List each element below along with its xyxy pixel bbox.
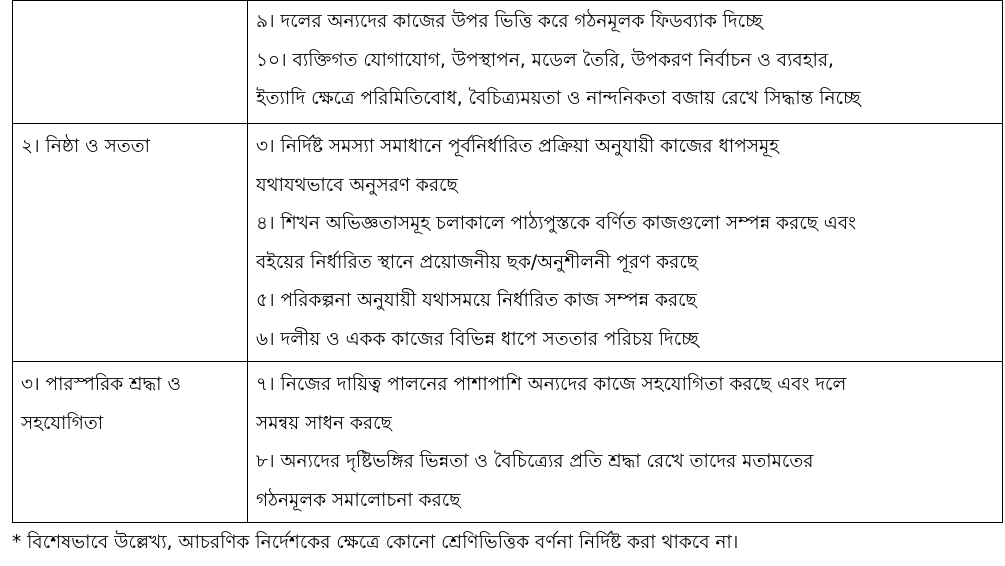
- indicator-line: যথাযথভাবে অনুসরণ করছে: [256, 174, 458, 196]
- category-cell: [13, 362, 248, 523]
- indicator-table: [12, 0, 1003, 523]
- indicator-line: সমন্বয় সাধন করছে: [256, 412, 392, 434]
- indicator-line: ৯। দলের অন্যদের কাজের উপর ভিত্তি করে গঠনমূলক ফিডব্যাক দিচ্ছে: [256, 11, 763, 32]
- indicator-line: ৬। দলীয় ও একক কাজের বিভিন্ন ধাপে সততার পরিচয় দিচ্ছে: [256, 328, 699, 350]
- category-label: ৩। পারস্পরিক শ্রদ্ধা ও: [21, 374, 182, 395]
- indicator-line: গঠনমূলক সমালোচনা করছে: [256, 489, 461, 511]
- table-row: [13, 1, 1003, 124]
- indicator-line: ৮। অন্যদের দৃষ্টিভঙ্গির ভিন্নতা ও বৈচিত্র্যের প্রতি শ্রদ্ধা রেখে তাদের মতামতের: [256, 451, 814, 472]
- table-row: [13, 124, 1003, 362]
- indicator-line: ৭। নিজের দায়িত্ব পালনের পাশাপাশি অন্যদের কাজে সহযোগিতা করছে এবং দলে: [256, 374, 847, 395]
- indicator-line: ৫। পরিকল্পনা অনুযায়ী যথাসময়ে নির্ধারিত কাজ সম্পন্ন করছে: [256, 290, 697, 311]
- indicator-line: বইয়ের নির্ধারিত স্থানে প্রয়োজনীয় ছক/অনুশীলনী পূরণ করছে: [256, 251, 698, 273]
- indicator-line: ইত্যাদি ক্ষেত্রে পরিমিতিবোধ, বৈচিত্র্যময়তা ও নান্দনিকতা বজায় রেখে সিদ্ধান্ত নিচ্ছে: [256, 88, 861, 109]
- category-label: ২। নিষ্ঠা ও সততা: [21, 136, 151, 157]
- indicator-line: ৪। শিখন অভিজ্ঞতাসমূহ চলাকালে পাঠ্যপুস্তকে বর্ণিত কাজগুলো সম্পন্ন করছে এবং: [256, 213, 857, 234]
- category-cell: [13, 124, 248, 362]
- indicator-line: ১০। ব্যক্তিগত যোগাযোগ, উপস্থাপন, মডেল তৈরি, উপকরণ নির্বাচন ও ব্যবহার,: [256, 49, 834, 71]
- footnote: * বিশেষভাবে উল্লেখ্য, আচরণিক নির্দেশকের ক্ষেত্রে কোনো শ্রেণিভিত্তিক বর্ণনা নির্দিষ্ট করা থাকবে না।: [12, 532, 739, 553]
- category-cell: [13, 1, 248, 124]
- indicator-cell: [248, 124, 1003, 362]
- table-row: [13, 362, 1003, 523]
- indicator-cell: [248, 1, 1003, 124]
- indicator-cell: [248, 362, 1003, 523]
- indicator-line: ৩। নির্দিষ্ট সমস্যা সমাধানে পূর্বনির্ধারিত প্রক্রিয়া অনুযায়ী কাজের ধাপসমূহ: [256, 136, 779, 157]
- category-label: সহযোগিতা: [21, 412, 104, 434]
